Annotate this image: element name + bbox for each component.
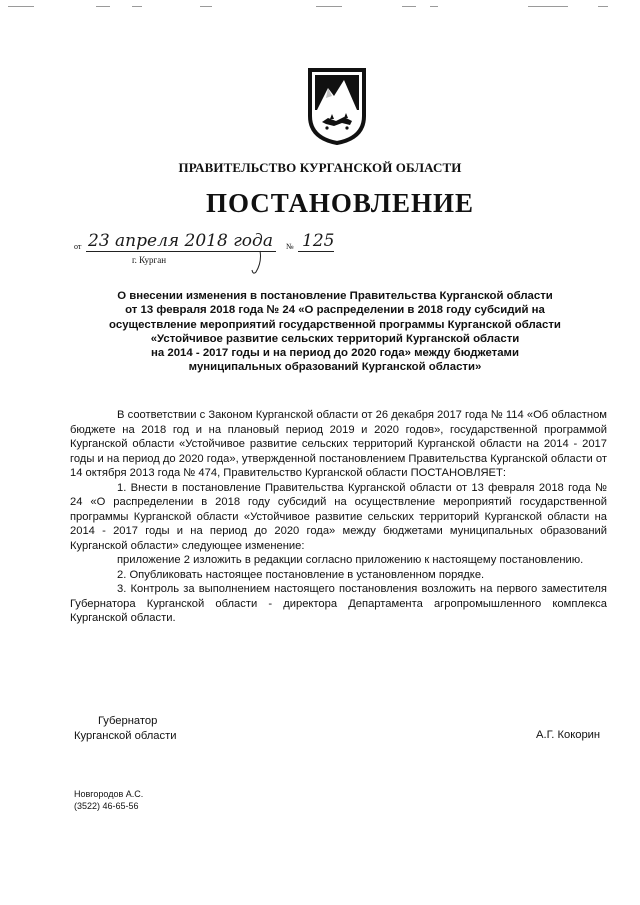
handwritten-number: 125 — [302, 231, 335, 251]
subject-line: муниципальных образований Курганской области» — [188, 361, 482, 374]
handwritten-date: 23 апреля 2018 года — [88, 231, 273, 251]
signatory-title-line1: Губернатор — [98, 715, 158, 727]
handwriting-flourish — [250, 250, 264, 276]
scan-artifacts — [0, 6, 640, 10]
preamble-paragraph: В соответствии с Законом Курганской области от 26 декабря 2017 года № 114 «Об областном бюджете на 2018 год и на плановый период 2019 и 2020 годов», государственной программой Курганской области «Устойчивое развитие сельских территорий Курганской области на 2014 - 2017 годы и на период до 2020 года», утвержденной постановлением Правительства Курганской области от 14 октября 2013 года № 474, Правительство Курганской области ПОСТАНОВЛЯЕТ: — [70, 409, 607, 479]
item-3-paragraph: 3. Контроль за выполнением настоящего постановления возложить на первого заместителя Губернатора Курганской области - директора Департамента агропромышленного комплекса Курганской области. — [70, 583, 607, 624]
subject-line: осуществление мероприятий государственной программы Курганской области — [109, 318, 561, 331]
government-title: ПРАВИТЕЛЬСТВО КУРГАНСКОЙ ОБЛАСТИ — [178, 160, 462, 175]
subject-line: О внесении изменения в постановление Правительства Курганской области — [117, 290, 553, 302]
signatory-name: А.Г. Кокорин — [536, 729, 601, 741]
number-label: № — [286, 242, 294, 251]
subject-line: «Устойчивое развитие сельских территорий Курганской области — [150, 332, 520, 345]
executor-name: Новгородов А.С. — [74, 789, 144, 799]
signatory-title — [74, 714, 176, 743]
executor-phone: (3522) 46-65-56 — [74, 801, 139, 811]
item-1-change-paragraph: приложение 2 изложить в редакции согласно приложению к настоящему постановлению. — [117, 554, 584, 566]
signatory-title-line2: Курганской области — [74, 729, 177, 742]
subject-line: от 13 февраля 2018 года № 24 «О распределении в 2018 году субсидий на — [125, 304, 545, 317]
document-type-title: ПОСТАНОВЛЕНИЕ — [205, 188, 475, 218]
subject-line: на 2014 - 2017 годы и на период до 2020 года» между бюджетами — [151, 347, 519, 360]
coat-of-arms-emblem — [306, 66, 368, 146]
item-1-paragraph: 1. Внести в постановление Правительства Курганской области от 13 февраля 2018 года № 24 «О распределении в 2018 году субсидий на осуществление мероприятий государственной программы Курганской области «Устойчивое развитие сельских территорий Курганской области на 2014 - 2017 годы и на период до 2020 года» между бюджетами муниципальных образований Курганской области» следующее изменение: — [70, 481, 607, 552]
item-2-paragraph: 2. Опубликовать настоящее постановление в установленном порядке. — [117, 568, 485, 581]
date-number-line — [74, 232, 374, 276]
document-subject — [70, 289, 600, 375]
city-label: г. Курган — [132, 255, 167, 265]
from-label: от — [74, 242, 82, 251]
executor-info — [74, 788, 143, 812]
document-body — [70, 408, 607, 626]
